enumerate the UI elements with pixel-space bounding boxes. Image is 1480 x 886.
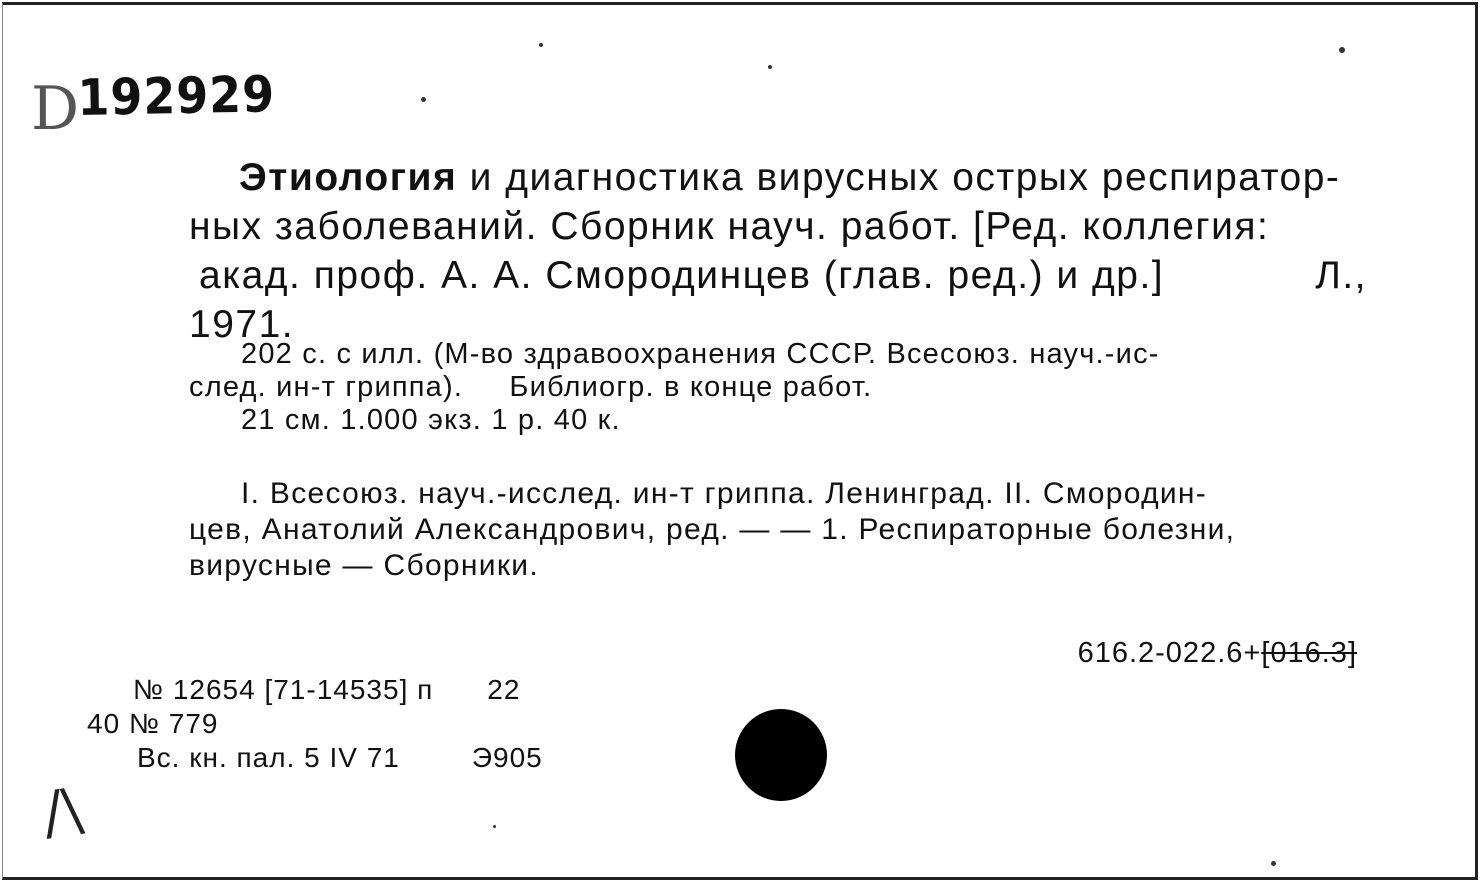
footer-line-3 xyxy=(87,741,543,775)
dust-speck xyxy=(539,43,543,47)
dust-speck xyxy=(1271,861,1276,866)
hand-mark: ∕\ xyxy=(38,774,87,848)
publication-year: 1971. xyxy=(189,303,295,346)
footer-code: Э905 xyxy=(471,742,543,773)
description-line-1: 202 с. с илл. (М-во здравоохранения СССР. Всесоюз. науч.-ис- xyxy=(241,338,1160,370)
footer-lead-number: 40 xyxy=(87,708,121,739)
publication-place: Л., xyxy=(1315,254,1367,297)
footer-accession: № 12654 [71-14535] п xyxy=(133,674,434,705)
card-footer xyxy=(87,673,543,775)
dust-speck xyxy=(768,65,772,69)
footer-line-2 xyxy=(87,707,543,741)
title-editors: акад. проф. А. А. Смородинцев (глав. ред.) и др.] xyxy=(199,254,1165,297)
title-line-3 xyxy=(189,251,1367,300)
title-block xyxy=(189,153,1369,349)
dust-speck xyxy=(1339,47,1345,53)
title-line-1 xyxy=(189,153,1369,202)
udc-prefix: 616.2-022.6+ xyxy=(1077,637,1262,669)
subject-line-3: вирусные — Сборники. xyxy=(189,549,539,582)
footer-chamber: Вс. кн. пал. 5 IV 71 xyxy=(137,742,400,773)
subject-line-1: I. Всесоюз. науч.-исслед. ин-т гриппа. Ленинград. II. Смородин- xyxy=(241,477,1208,510)
dust-speck xyxy=(493,825,496,828)
footer-number: № 779 xyxy=(128,708,219,739)
title-line-2: ных заболеваний. Сборник науч. работ. [Ред. коллегия: xyxy=(189,205,1270,248)
title-line-1-rest: и диагностика вирусных острых респиратор- xyxy=(457,156,1341,199)
description-line-3: 21 см. 1.000 экз. 1 р. 40 к. xyxy=(241,404,621,436)
title-bold-word: Этиология xyxy=(239,156,458,199)
punch-hole xyxy=(735,709,827,801)
physical-description xyxy=(189,338,1369,437)
description-line-2: след. ин-т гриппа). Библиогр. в конце работ. xyxy=(189,371,873,403)
footer-count: 22 xyxy=(487,674,521,705)
card-number: 192929 xyxy=(77,65,276,127)
udc-code xyxy=(1078,637,1357,670)
subject-line-2: цев, Анатолий Александрович, ред. — — 1. Респираторные болезни, xyxy=(189,513,1236,546)
subject-headings xyxy=(189,476,1369,584)
catalog-card xyxy=(2,2,1478,880)
footer-line-1 xyxy=(87,673,543,707)
d-mark-icon: D xyxy=(31,74,80,144)
dust-speck xyxy=(421,97,426,102)
udc-struck: [016.3] xyxy=(1261,637,1357,669)
